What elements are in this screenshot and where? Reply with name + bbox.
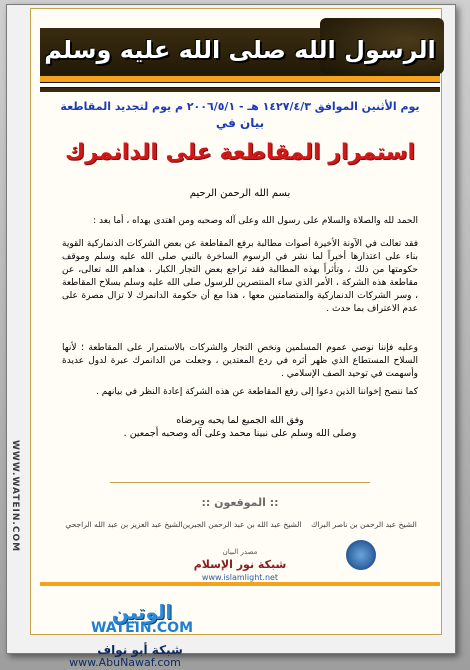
source-url[interactable]: www.islamlight.net [201, 573, 279, 582]
paragraph-context: فقد تعالت في الآونة الأخيرة أصوات مطالبة برفع المقاطعة عن بعض الشركات الدنماركية القوية بناء على اعتذارها أخيراً لما نشر في الرسوم الساخرة بالنبي صلى الله عليه وسلم وموقف حكومتها من ذلك ، وتأثراً بهذه المطالبة فقد تراجع بعض التجار الكبار ، هداهم الله تعالى، عن مقاطعة هذه الشركة ، الأمر الذي ساء المنتصرين للرسول صلى الله عليه وسلم بسلاح المقاطعة ، وسر الشركات الدنماركية والمتضامنين معها ، هذا مع أن حكومة الدانمرك لا تزال مصرة على عدم الاعتراف بما حدث . [62, 239, 418, 314]
white-stripe [40, 83, 440, 87]
source-label: مصدر البيان [222, 548, 258, 556]
watermark-logo-english: WATEIN.COM [90, 620, 194, 636]
footer-url[interactable]: www.AbuNawaf.com [69, 656, 181, 669]
closing-salutation: وصلى الله وسلم على نبينا محمد وعلى آله وصحبه أجمعين . [123, 428, 357, 439]
paragraph-recommendation: وعليه فإننا نوصي عموم المسلمين ونخص التجار والشركات بالاستمرار على المقاطعة ؛ لأنها السلاح المستطاع الذي ظهر أثره في ردع المعتدين ، وجعلت من الدانمرك عبرة لدول عديدة وأسهمت في توحيد الصف الإسلامي . [62, 343, 418, 379]
signer-2: الشيخ عبد الله بن عبد الرحمن الجبرين [182, 520, 302, 529]
dark-stripe [40, 88, 440, 92]
page-title: استمرار المقاطعة على الدانمرك [64, 140, 416, 165]
side-watermark [10, 440, 34, 590]
date-line: يوم الأثنين الموافق ١٤٢٧/٤/٣ هـ - ٢٠٠٦/٥/١ م يوم لتجديد المقاطعة [60, 100, 420, 113]
signer-3: الشيخ عبد العزيز بن عبد الله الراجحي [65, 520, 183, 529]
paragraph-advice: كما ننصح إخواننا الذين دعوا إلى رفع المقاطعة عن هذه الشركة إعادة النظر في بيانهم . [96, 387, 418, 397]
bottom-orange-stripe [40, 582, 440, 586]
orange-stripe [40, 76, 440, 82]
paragraph-opening: الحمد لله والصلاة والسلام على رسول الله وعلى آله وصحبه ومن اهتدى بهداه ، أما بعد : [93, 216, 418, 226]
side-watermark-text: WWW.WATEIN.COM [10, 440, 20, 553]
signers-title: :: الموقعون :: [201, 496, 279, 509]
footer-arabic-credit: شبكة أبو نواف [97, 643, 183, 657]
signer-1: الشيخ عبد الرحمن بن ناصر البراك [311, 520, 417, 529]
divider [110, 482, 370, 483]
watermark-logo-arabic: الوتين [111, 600, 173, 624]
closing-prayer: وفق الله الجميع لما يحبه ويرضاه [176, 415, 304, 426]
basmala: بسم الله الرحمن الرحيم [189, 188, 291, 199]
statement-intro: بيان في [215, 116, 265, 130]
source-name: شبكة نور الإسلام [193, 558, 287, 571]
title-banner: الرسول الله صلى الله عليه وسلم [44, 36, 436, 64]
